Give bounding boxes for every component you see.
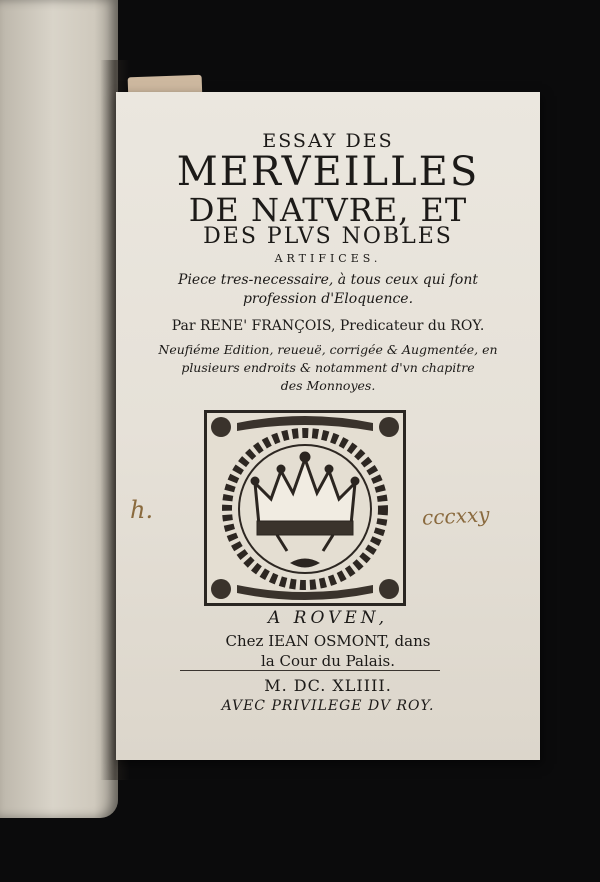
subtitle-line-1: Piece tres-necessaire, à tous ceux qui font bbox=[178, 272, 478, 288]
privilege-line: AVEC PRIVILEGE DV ROY. bbox=[221, 698, 435, 714]
printer-line: Chez IEAN OSMONT, dans bbox=[225, 632, 431, 650]
title-line-merveilles: MERVEILLES bbox=[176, 149, 480, 195]
crown-wreath-icon bbox=[207, 413, 403, 603]
title-line-nature: DE NATVRE, ET bbox=[188, 191, 468, 229]
subtitle-line-2: profession d'Eloquence. bbox=[242, 291, 414, 307]
edition-line-1: Neufiéme Edition, reueuë, corrigée & Augmentée, en bbox=[158, 342, 498, 357]
crown-woodcut bbox=[204, 410, 406, 606]
address-line: la Cour du Palais. bbox=[260, 652, 395, 670]
divider-rule bbox=[180, 670, 440, 671]
title-page bbox=[116, 92, 540, 760]
city-line: A ROVEN, bbox=[268, 608, 388, 628]
handwritten-mark-right: cccxxy bbox=[421, 502, 491, 530]
year-line: M. DC. XLIIII. bbox=[264, 676, 392, 695]
title-line-essay: ESSAY DES bbox=[262, 130, 394, 152]
edition-line-2: plusieurs endroits & notamment d'vn chapitre bbox=[181, 360, 475, 375]
author-line: Par RENE' FRANÇOIS, Predicateur du ROY. bbox=[171, 318, 485, 334]
title-line-plus-nobles: DES PLVS NOBLES bbox=[203, 224, 453, 249]
edition-line-3: des Monnoyes. bbox=[280, 378, 376, 393]
title-line-artifices: ARTIFICES. bbox=[274, 252, 382, 265]
handwritten-mark-left: h. bbox=[130, 496, 154, 524]
